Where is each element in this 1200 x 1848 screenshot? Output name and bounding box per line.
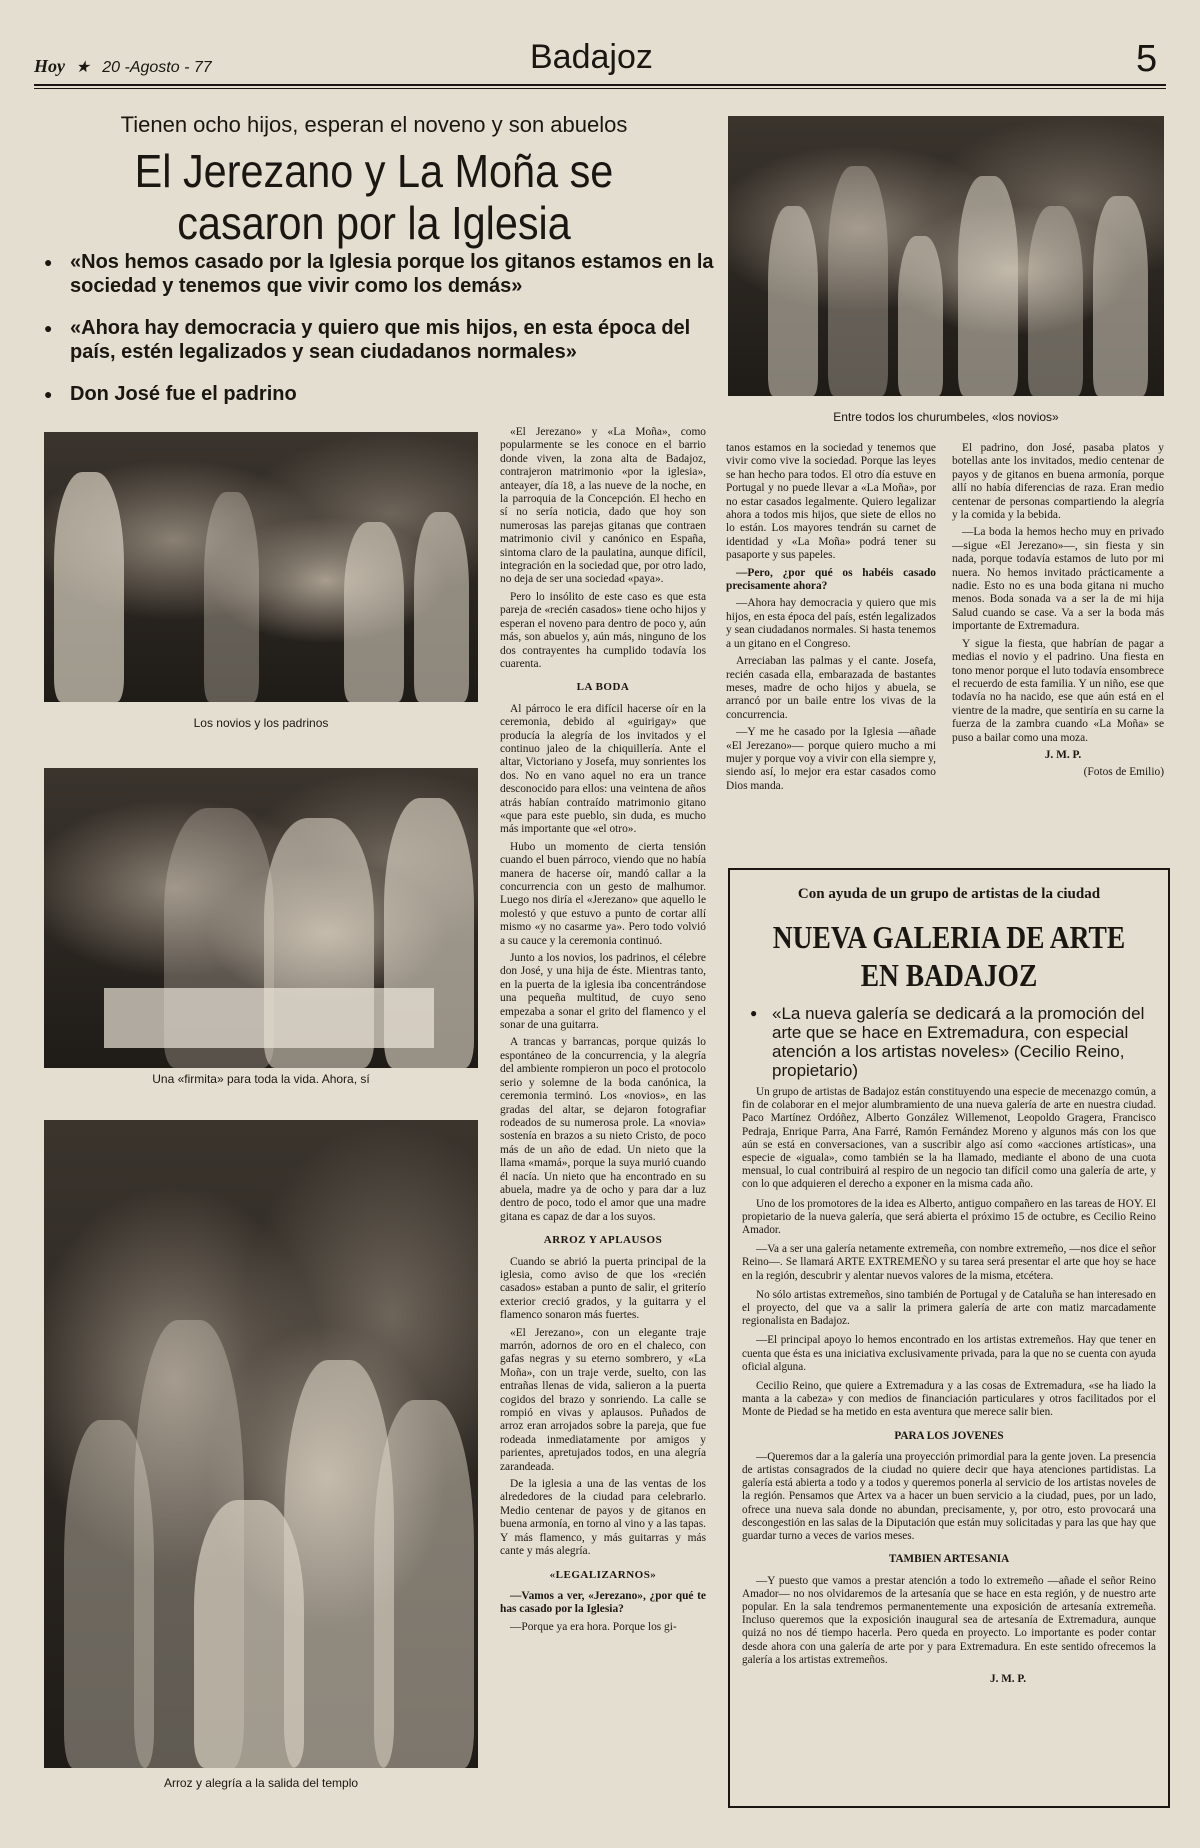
paragraph: —Queremos dar a la galería una proyección primordial para la gente joven. La presencia de artistas consagrados de la ciudad no quiere decir que haya atenciones partidistas. La galería está abierta a todo y a todos y queremos ponerla al servicio de los artistas noveles de la región. Pensamos que Artex va a hacer un buen servicio a la ciudad, pues, por un lado, ofrece una nueva sala donde no abundan, precisamente, y, por otro, esto provocará una descongestión en las salas de la Diputación que están muy solicitadas y para las que hay que guardar turno a veces de varios meses. — [742, 1450, 1156, 1543]
subhead-legalizarnos: «LEGALIZARNOS» — [549, 1568, 657, 1581]
gallery-bullet: ● «La nueva galería se dedicará a la promoción del arte que se hace en Extremadura, con especial atención a los artistas noveles» (Cecilio Reino, propietario) — [748, 1004, 1156, 1080]
bullet-item: ● «Nos hemos casado por la Iglesia porque los gitanos estamos en la sociedad y tenemos que vivir como los demás» — [44, 250, 714, 298]
paragraph: —Ahora hay democracia y quiero que mis hijos, en esta época del país, estén legalizados y sean ciudadanos normales. Si hasta tenemos a un gitano en el Congreso. — [726, 597, 936, 650]
bullet-item: ● Don José fue el padrino — [44, 382, 714, 406]
paragraph: —Y puesto que vamos a prestar atención a todo lo extremeño —añade el señor Reino Amador— no nos olvidaremos de la artesanía que se hace en esta región, y de nuestro arte popular. En la sala tendremos permanentemente una exposición de artesanía extremeña. Incluso queremos que la exposición inaugural sea de artesanía de Extremadura, aunque quizá no nos dé tiempo hacerla. Pero queda en proyecto. Lo importante es poder contar desde ahora con una galería de arte por y para Extremadura. En este sentido ofrecemos la galería a los artistas extremeños. — [742, 1574, 1156, 1666]
subhead-artesania: TAMBIEN ARTESANIA — [888, 1553, 1010, 1566]
paragraph: «El Jerezano» y «La Moña», como popularmente se les conoce en el barrio donde viven, la zona alta de Badajoz, contrajeron matrimonio «por la iglesia», anteayer, día 18, a las nueve de la noche, en la parroquia de la Concepción. El hecho en sí no sería noticia, dado que hoy son numerosas las parejas gitanas que contraen matrimonio civil y canónico en España, sintoma claro de la paulatina, aunque difícil, integración en la sociedad que, por otro lado, no deja de ser una sociedad «paya». — [500, 426, 706, 586]
photo-firmita — [44, 768, 478, 1068]
gallery-article-box — [728, 868, 1170, 1808]
subhead-jovenes: PARA LOS JOVENES — [894, 1429, 1004, 1442]
caption-padrinos: Los novios y los padrinos — [193, 716, 329, 730]
paragraph: Hubo un momento de cierta tensión cuando el buen párroco, viendo que no había manera de hacerse oír, mandó callar a la concurrencia con un gesto de malhumor. Luego nos diría el «Jerezano» que aquello le molestó y que estuvo a punto de cortar allí mismo «y no casarme ya». Pero todo volvió a su cauce y la ceremonia continuó. — [500, 840, 706, 947]
caption-arroz: Arroz y alegría a la salida del templo — [163, 1776, 359, 1790]
paragraph: «El Jerezano», con un elegante traje marrón, adornos de oro en el chaleco, con gafas negras y su eterno sombrero, y «La Moña», con un traje verde, suelto, con las entrañas llenas de vida, salieron a la puerta cogidos del brazo y sonriendo. La calle se rompió en vivas y aplausos. Puñados de arroz eran arrojados sobre la pareja, que fue rodeada inmediatamente por amigos y parientes, apretujados todos, en una alegría zarandeada. — [500, 1326, 706, 1473]
paragraph: tanos estamos en la sociedad y tenemos que vivir como vive la sociedad. Porque las leyes se han hecho para todos. El otro día estuve en Portugal y no puede llevar a «La Moña», por no estar casados legalmente. Quiero legalizar ahora a todos mis hijos, que siete de ellos no lo están. Los mayores tendrán su carnet de identidad y «La Moña» podrá tener su pasaporte y sus papeles. — [726, 442, 936, 562]
paragraph: Uno de los promotores de la idea es Alberto, antiguo compañero en las tareas de HOY. El propietario de la nueva galería, que será abierta el próximo 15 de octubre, es Cecilio Reino Amador. — [742, 1197, 1156, 1237]
article-column-1 — [500, 426, 706, 1638]
paragraph: Un grupo de artistas de Badajoz están constituyendo una especie de mecenazgo común, a fin de colaborar en el mejor alumbramiento de una nueva galería de arte en nuestra ciudad. Paco Martínez Ordóñez, Alberto González Willemenot, Leopoldo Gragera, Francisco Pedraja, Enrique Parra, Ana Farré, Ramón Fernández Moreno y algunos más con los que aún se está en conversaciones, van a suscribir algo así como «acciones artísticas», una especie de «iguala», como también se la ha llamado, mediante el abono de una cuota mensual, lo cual contribuirá al respiro de un negocio tan difícil como una galería de arte, y con lo que adquieren el derecho a exponer en la misma cada año. — [742, 1086, 1156, 1191]
masthead-left — [34, 56, 212, 77]
gallery-body — [742, 1086, 1156, 1692]
header-rule-thin — [34, 88, 1166, 89]
subhead-arroz: ARROZ Y APLAUSOS — [543, 1234, 663, 1247]
star-glyph: ★ — [75, 59, 90, 76]
paragraph: Cuando se abrió la puerta principal de la iglesia, como aviso de que los «recién casados» estaban a punto de salir, el griterío exterior creció grados, y la guitarra y el flamenco sonaron más fuertes. — [500, 1255, 706, 1322]
paragraph: Junto a los novios, los padrinos, el célebre don José, y una hija de éste. Mientras tanto, en la puerta de la iglesia iba concentrándose una pequeña multitud, de cuyo seno empezaba a sonar el grito del flamenco y el sonar de una guitarra. — [500, 952, 706, 1032]
gallery-signature: J. M. P. — [990, 1672, 1026, 1685]
paragraph: Pero lo insólito de este caso es que esta pareja de «recién casados» tiene ocho hijos y esperan el noveno para dentro de poco y, aún más, son abuelos y, aún más, ninguno de los dos contrayentes ha cumplido todavía los cuarenta. — [500, 590, 706, 670]
header-rule — [34, 84, 1166, 86]
paragraph: —El principal apoyo lo hemos encontrado en los artistas extremeños. Hay que tener en cuenta que ésta es una iniciativa exclusivamente privada, para la que no se cuenta con ayuda oficial alguna. — [742, 1334, 1156, 1373]
paragraph: Al párroco le era difícil hacerse oír en la ceremonia, debido al «guirigay» que producía la alegría de los invitados y el continuo jaleo de la chiquillería. Ante el altar, Victoriano y Josefa, muy sonrientes los dos. No en vano aquel no era un trance desconocido para ellos: una veintena de años atrás habían contraído matrimonio gitano «que para este pueblo, sin duda, es mucho más importante que «el otro». — [500, 702, 706, 836]
bullet-item: ● «Ahora hay democracia y quiero que mis hijos, en esta época del país, estén legalizados y sean ciudadanos normales» — [44, 316, 714, 364]
article-column-2 — [726, 442, 936, 797]
article-headline: El Jerezano y La Moña se casaron por la Iglesia — [134, 145, 614, 249]
paragraph: De la iglesia a una de las ventas de los alrededores de la ciudad para celebrarlo. Medio centenar de payos y de gitanos en buena armonía, en torno al vino y a las tapas. Y más flamenco, y más guitarras y más cante y más alegría. — [500, 1478, 706, 1558]
paragraph: A trancas y barrancas, porque quizás lo espontáneo de la concurrencia, y la alegría del ambiente rompieron un poco el protocolo serio y solemne de la boda canónica, la ceremonia terminó. Los «novios», en las gradas del altar, se dejaron fotografiar rodeados de su numerosa prole. La «novia» sostenía en brazos a su nieto Cristo, de poco más de un año de edad. Un nieto que la llama «mamá», porque la suya murió cuando él nacía. Un nieto que ha encontrado en su abuela, madre ya de ocho y para dar a luz dentro de poco, todo el amor que una madre gitana es capaz de dar a los suyos. — [500, 1036, 706, 1223]
article-bullets — [44, 250, 714, 424]
paragraph: Cecilio Reino, que quiere a Extremadura y a las cosas de Extremadura, «se ha liado la manta a la cabeza» y con medios de financiación particulares y otros facilitados por el Monte de Piedad se ha metido en esta aventura que merece salir bien. — [742, 1380, 1156, 1419]
issue-date: 20 -Agosto - 77 — [102, 59, 212, 76]
paragraph: No sólo artistas extremeños, sino también de Portugal y de Cataluña se han interesado en el proyecto, del que va a salir la primera galería de arte con matiz marcadamente regionalista en Badajoz. — [742, 1288, 1156, 1328]
paragraph: —Porque ya era hora. Porque los gi- — [510, 1620, 677, 1633]
paragraph: —Pero, ¿por qué os habéis casado precisamente ahora? — [726, 566, 936, 593]
subhead-boda: LA BODA — [576, 681, 630, 694]
photo-credit: (Fotos de Emilio) — [1083, 766, 1164, 779]
paragraph: —Va a ser una galería netamente extremeña, con nombre extremeño, —nos dice el señor Reino—. Se llamará ARTE EXTREMEÑO y su tarea será presentar el arte que hoy se hace en la región, descubrir y alentar nuevos valores de la misma, etcétera. — [742, 1243, 1156, 1282]
paragraph: Y sigue la fiesta, que habrían de pagar a medias el novio y el padrino. Una fiesta en tono menor porque el luto todavía ensombrece el recuerdo de esta familia. Y un niño, ese que todavía no ha nacido, ese que aún está en el vientre de la madre, que sentiría en su carne la fuerza de la zambra cuando «La Moña» se puso a bailar como una moza. — [952, 637, 1164, 744]
section-title: Badajoz — [530, 38, 653, 76]
gallery-kicker: Con ayuda de un grupo de artistas de la ciudad — [797, 886, 1101, 902]
photo-arroz — [44, 1120, 478, 1768]
paragraph: El padrino, don José, pasaba platos y botellas ante los invitados, medio centenar de payos y de gitanos en buena armonía, porque allí no había diferencias de raza. Eran medio centenar de personas compartiendo la alegría y la comida y la bebida. — [952, 442, 1164, 522]
gallery-headline: NUEVA GALERIA DE ARTE EN BADAJOZ — [772, 919, 1126, 993]
paragraph: —La boda la hemos hecho muy en privado —sigue «El Jerezano»—, sin fiesta y sin nada, porque todavía estamos de luto por mi nuera. No hemos invitado prácticamente a nadie. Esto no es una boda gitana ni mucho menos. Boda sonada va a ser la de mi hija Salud cuando se case. Va a ser la boda más importante de Extremadura. — [952, 526, 1164, 633]
paragraph: —Y me he casado por la Iglesia —añade «El Jerezano»— porque quiero mucho a mi mujer y porque voy a vivir con ella siempre y, siendo así, lo mejor era estar casados como Dios manda. — [726, 726, 936, 792]
family-photo — [728, 116, 1164, 396]
caption-family: Entre todos los churumbeles, «los novios» — [833, 410, 1059, 424]
article-kicker: Tienen ocho hijos, esperan el noveno y son abuelos — [120, 112, 628, 137]
paragraph: Arreciaban las palmas y el cante. Josefa, recién casada ella, embarazada de bastantes meses, madre de ocho hijos y abuela, se arrancó por un baile entre los vivas de la concurrencia. — [726, 655, 936, 721]
caption-firmita: Una «firmita» para toda la vida. Ahora, sí — [152, 1072, 370, 1086]
newspaper-logo: Hoy — [34, 56, 65, 76]
paragraph: —Vamos a ver, «Jerezano», ¿por qué te has casado por la Iglesia? — [500, 1589, 706, 1616]
signature: J. M. P. — [1044, 748, 1082, 761]
article-column-3 — [952, 442, 1164, 784]
page-number: 5 — [1136, 38, 1158, 80]
photo-padrinos — [44, 432, 478, 702]
